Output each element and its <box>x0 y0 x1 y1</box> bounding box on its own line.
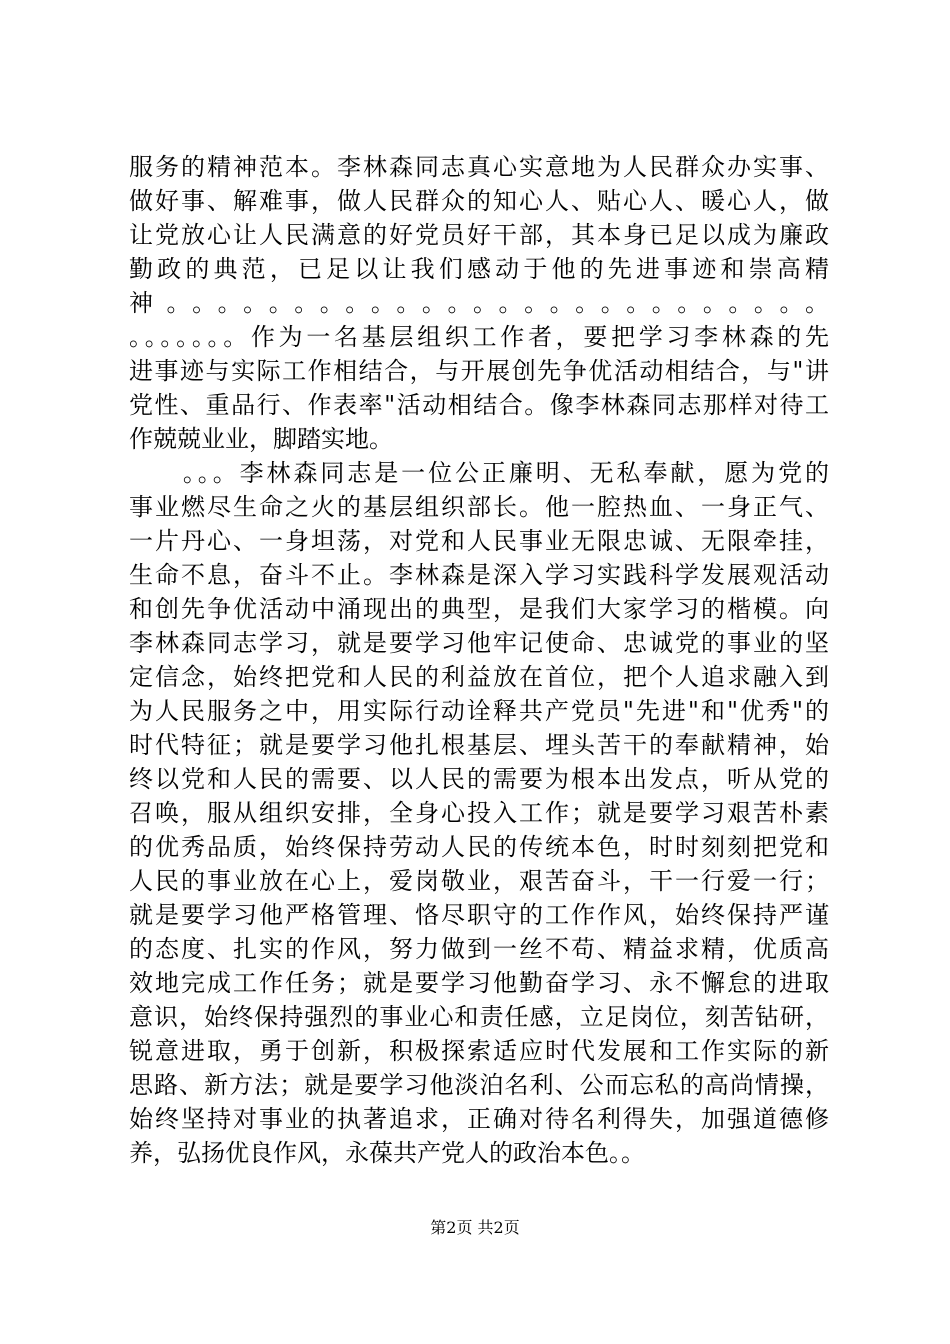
text-line: 。。。李林森同志是一位公正廉明、无私奉献，愿为党的 <box>129 459 829 487</box>
text-line: 人民的事业放在心上，爱岗敬业，艰苦奋斗，干一行爱一行； <box>129 867 829 895</box>
text-line: 神。。。。。。。。。。。。。。。。。。。。。。。。。。 <box>129 289 829 317</box>
text-line: 党性、重品行、作表率"活动相结合。像李林森同志那样对待工 <box>129 391 829 419</box>
text-line: 思路、新方法；就是要学习他淡泊名利、公而忘私的高尚情操， <box>129 1071 829 1099</box>
text-line: 效地完成工作任务；就是要学习他勤奋学习、永不懈怠的进取 <box>129 969 829 997</box>
text-line: 定信念，始终把党和人民的利益放在首位，把个人追求融入到 <box>129 663 829 691</box>
text-line: 作兢兢业业，脚踏实地。 <box>129 425 393 453</box>
text-line: 勤政的典范，已足以让我们感动于他的先进事迹和崇高精 <box>129 255 829 283</box>
document-body <box>129 150 829 1170</box>
text-line: 锐意进取，勇于创新，积极探索适应时代发展和工作实际的新 <box>129 1037 829 1065</box>
text-line: 和创先争优活动中涌现出的典型，是我们大家学习的楷模。向 <box>129 595 829 623</box>
text-line: 做好事、解难事，做人民群众的知心人、贴心人、暖心人，做 <box>129 187 829 215</box>
text-line: 让党放心让人民满意的好党员好干部，其本身已足以成为廉政 <box>129 221 829 249</box>
text-line: 一片丹心、一身坦荡，对党和人民事业无限忠诚、无限牵挂， <box>129 527 829 555</box>
text-line: 为人民服务之中，用实际行动诠释共产党员"先进"和"优秀"的 <box>129 697 829 725</box>
text-line: 进事迹与实际工作相结合，与开展创先争优活动相结合，与"讲 <box>129 357 829 385</box>
text-line: 事业燃尽生命之火的基层组织部长。他一腔热血、一身正气、 <box>129 493 829 521</box>
text-line: 就是要学习他严格管理、恪尽职守的工作作风，始终保持严谨 <box>129 901 829 929</box>
text-line: 。。。。。。。作为一名基层组织工作者，要把学习李林森的先 <box>129 323 829 351</box>
text-line: 的态度、扎实的作风，努力做到一丝不苟、精益求精，优质高 <box>129 935 829 963</box>
text-line: 李林森同志学习，就是要学习他牢记使命、忠诚党的事业的坚 <box>129 629 829 657</box>
text-line: 召唤，服从组织安排，全身心投入工作；就是要学习艰苦朴素 <box>129 799 829 827</box>
text-line: 时代特征；就是要学习他扎根基层、埋头苦干的奉献精神，始 <box>129 731 829 759</box>
page-number-footer: 第2页 共2页 <box>430 1218 520 1237</box>
text-line: 服务的精神范本。李林森同志真心实意地为人民群众办实事、 <box>129 153 829 181</box>
text-line: 生命不息，奋斗不止。李林森是深入学习实践科学发展观活动 <box>129 561 829 589</box>
text-line: 终以党和人民的需要、以人民的需要为根本出发点，听从党的 <box>129 765 829 793</box>
text-line: 始终坚持对事业的执著追求，正确对待名利得失，加强道德修 <box>129 1105 829 1133</box>
text-line: 意识，始终保持强烈的事业心和责任感，立足岗位，刻苦钻研， <box>129 1003 829 1031</box>
text-line: 养，弘扬优良作风，永葆共产党人的政治本色。。 <box>129 1139 645 1167</box>
text-line: 的优秀品质，始终保持劳动人民的传统本色，时时刻刻把党和 <box>129 833 829 861</box>
